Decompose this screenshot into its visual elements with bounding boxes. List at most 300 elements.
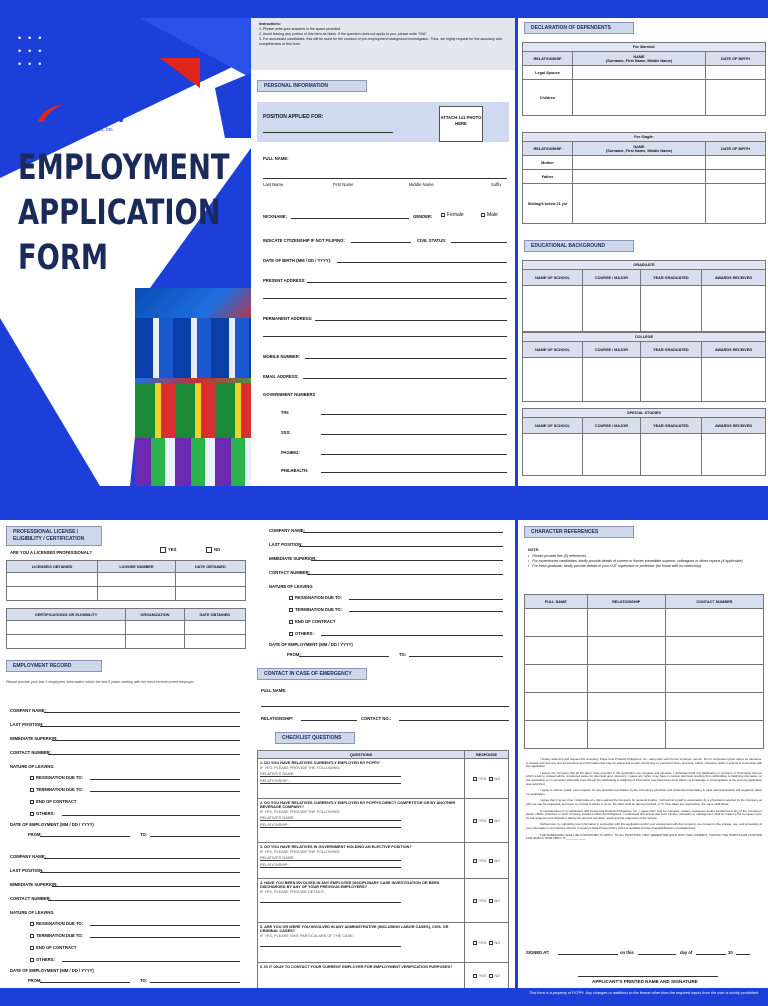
employment-note: Please provide your last 3 employers' information within the last 5 years starting with the most recent/current employer.: [6, 680, 195, 684]
name-sub: (Surname, First Name, Middle Name): [605, 58, 673, 63]
col-awards: AWARDS RECEIVED: [702, 342, 766, 358]
cell[interactable]: [665, 637, 763, 665]
checkbox[interactable]: [30, 788, 34, 792]
opt-label: TERMINATION DUE TO:: [36, 933, 84, 938]
photo-box[interactable]: [439, 106, 483, 142]
yes-label: YES: [478, 973, 487, 978]
footer-note: This form is a property of PCPPI. Any changes or additions to the format other than the required inputs from the user is strictly prohibited.: [529, 991, 759, 995]
question-field[interactable]: [260, 856, 401, 861]
question-field[interactable]: [260, 863, 401, 868]
reference-bullets: [528, 554, 764, 569]
consent-paragraph: Furthermore, by submitting your information in connection with this application and/or your employment with the Company, you consent to the storage, use, and processing of your information in accordance with the Company's Data Privacy Policy which is available at https://pepsiphilippines.com/dataprivacy.: [526, 822, 762, 830]
checkbox[interactable]: [30, 800, 34, 804]
cell[interactable]: [573, 80, 706, 116]
question-sub: IF YES, PLEASE PROVIDE THE FOLLOWING:: [260, 850, 341, 854]
question-field[interactable]: [260, 779, 401, 784]
opt-resignation[interactable]: [289, 595, 342, 600]
cell[interactable]: [184, 635, 245, 649]
license-no[interactable]: [206, 547, 220, 553]
emergency-relationship-field[interactable]: [301, 720, 357, 721]
resignation-field[interactable]: [90, 925, 240, 926]
col-year: YEAR GRADUATED: [640, 418, 701, 434]
checklist-row: [258, 963, 509, 989]
position-field[interactable]: [40, 872, 240, 873]
others-field[interactable]: [321, 635, 503, 636]
civil-status-field[interactable]: [451, 242, 507, 243]
cell[interactable]: [587, 637, 665, 665]
opt-label: OTHERS:: [36, 957, 55, 962]
cell[interactable]: [583, 358, 640, 402]
resignation-field[interactable]: [90, 779, 240, 780]
termination-field[interactable]: [90, 937, 240, 938]
col-relationship: RELATIONSHIP: [587, 595, 665, 609]
dependents-panel: [518, 18, 768, 486]
to-label: TO:: [140, 832, 148, 837]
cell[interactable]: [706, 156, 766, 170]
emergency-name-field[interactable]: [261, 706, 509, 707]
response-cell: [465, 843, 509, 879]
cell[interactable]: [525, 637, 588, 665]
to-label: TO:: [140, 978, 148, 983]
yes-checkbox[interactable]: [160, 547, 166, 553]
field-label: RELATIONSHIP:: [260, 863, 289, 867]
contact-field[interactable]: [307, 574, 503, 575]
col-awards: AWARDS RECEIVED: [702, 418, 766, 434]
references-table: [524, 594, 764, 749]
present-address-field-1[interactable]: [307, 282, 507, 283]
contact-label: CONTACT NUMBER:: [10, 750, 52, 755]
col-relationship: RELATIONSHIP: [523, 142, 573, 156]
mobile-field[interactable]: [305, 358, 507, 359]
from-label: FROM:: [287, 652, 301, 657]
personal-section-header: PERSONAL INFORMATION: [257, 80, 367, 92]
cell[interactable]: [702, 358, 766, 402]
contact-label: CONTACT NUMBER:: [10, 896, 52, 901]
cell[interactable]: [525, 609, 588, 637]
brand-sub: Pepsi-Cola Products Philippines, Inc.: [32, 127, 114, 133]
to-label: TO:: [399, 652, 407, 657]
opt-others[interactable]: [30, 957, 55, 962]
license-table: [6, 560, 246, 601]
graduate-header: GRADUATE: [523, 261, 766, 270]
pagibig-label: PAGIBIG:: [281, 450, 300, 455]
dob-label: DATE OF BIRTH (MM / DD / YYYY):: [263, 258, 332, 263]
employer-block-2: [10, 854, 244, 984]
cell[interactable]: [7, 573, 98, 587]
no-checkbox[interactable]: [489, 777, 493, 781]
no-checkbox[interactable]: [206, 547, 212, 553]
checkbox[interactable]: [30, 946, 34, 950]
year-field[interactable]: [736, 954, 750, 955]
printed-name-label: APPLICANT'S PRINTED NAME AND SIGNATURE: [592, 979, 698, 984]
field-label: RELATIVE'S NAME:: [260, 816, 295, 820]
termination-field[interactable]: [349, 611, 503, 612]
emergency-name-label: FULL NAME:: [261, 688, 287, 693]
cell[interactable]: [587, 693, 665, 721]
yes-checkbox[interactable]: [473, 777, 477, 781]
question-sub: IF YES, PLEASE PROVIDE DETAILS.: [260, 890, 325, 894]
tin-label: TIN:: [281, 410, 290, 415]
to-field[interactable]: [409, 656, 503, 657]
checkbox[interactable]: [289, 620, 293, 624]
year-prefix: 20: [728, 950, 733, 955]
checkbox[interactable]: [289, 608, 293, 612]
cell[interactable]: [573, 170, 706, 184]
question-cell: [258, 759, 465, 799]
row-siblings: Sibling/s below 21 y/o: [523, 184, 573, 224]
bullet-2-text: For experienced candidates, kindly provide details of current or former immediate superior, colleagues or direct reports (if applicable): [532, 559, 743, 563]
position-field[interactable]: [40, 726, 240, 727]
question-cell: [258, 799, 465, 843]
cell[interactable]: [573, 66, 706, 80]
male-label: Male: [487, 212, 498, 218]
signed-at-label: SIGNED AT:: [526, 950, 550, 955]
philhealth-label: PHILHEALTH:: [281, 468, 309, 473]
question-field[interactable]: [260, 902, 401, 903]
married-header: For Married:: [523, 43, 766, 52]
termination-field[interactable]: [90, 791, 240, 792]
nature-label: NATURE OF LEAVING: [10, 910, 54, 915]
licensed-question: ARE YOU A LICENSED PROFESSIONAL?: [10, 550, 92, 555]
checkbox[interactable]: [289, 632, 293, 636]
cell[interactable]: [7, 621, 126, 635]
question-field[interactable]: [260, 823, 401, 828]
from-field[interactable]: [299, 656, 389, 657]
opt-others[interactable]: [289, 631, 314, 636]
field-label: RELATIVE'S NAME:: [260, 856, 295, 860]
no-label: NO: [494, 776, 501, 781]
title-line-3: FORM: [18, 238, 109, 278]
opt-end-contract[interactable]: [30, 799, 76, 804]
opt-resignation[interactable]: [30, 775, 83, 780]
cell[interactable]: [525, 693, 588, 721]
cell[interactable]: [525, 721, 588, 749]
checkbox[interactable]: [30, 812, 34, 816]
opt-label: RESIGNATION DUE TO:: [36, 775, 84, 780]
no-checkbox[interactable]: [489, 819, 493, 823]
col-date: DATE OBTAINED: [175, 561, 245, 573]
row-father: Father: [523, 170, 573, 184]
license-section-header: PROFESSIONAL LICENSE / ELIGIBILITY / CERTIFICATION: [6, 526, 102, 546]
checklist-row: [258, 759, 509, 799]
no-checkbox[interactable]: [489, 941, 493, 945]
cell[interactable]: [573, 156, 706, 170]
dependents-section-header: DECLARATION OF DEPENDENTS: [524, 22, 634, 34]
col-school: NAME OF SCHOOL: [523, 418, 583, 434]
cell[interactable]: [583, 286, 640, 332]
female-label: Female: [447, 212, 464, 218]
resignation-field[interactable]: [349, 599, 503, 600]
col-school: NAME OF SCHOOL: [523, 270, 583, 286]
cell[interactable]: [640, 434, 701, 476]
yes-checkbox[interactable]: [473, 819, 477, 823]
certification-table: [6, 608, 246, 649]
mobile-label: MOBILE NUMBER:: [263, 354, 301, 359]
cell[interactable]: [706, 80, 766, 116]
company-field[interactable]: [44, 712, 240, 713]
position-label: POSITION APPLIED FOR:: [263, 114, 324, 120]
cell[interactable]: [706, 184, 766, 224]
checkbox[interactable]: [30, 934, 34, 938]
suffix-caption: Suffix: [491, 182, 502, 187]
cell[interactable]: [706, 170, 766, 184]
company-field[interactable]: [303, 532, 503, 533]
opt-others[interactable]: [30, 811, 55, 816]
question-text: 1. DO YOU HAVE RELATIVES CURRENTLY EMPLOYED BY PCPPI?: [260, 761, 380, 765]
full-name-field[interactable]: [263, 178, 507, 179]
to-field[interactable]: [150, 982, 240, 983]
question-text: 2. DO YOU HAVE RELATIVES CURRENTLY EMPLOYED BY PCPPI'S DIRECT COMPETITOR OR BY ANOTHER BEVERAGE COMPANY?: [260, 801, 456, 809]
cell[interactable]: [587, 609, 665, 637]
no-checkbox[interactable]: [489, 974, 493, 978]
day-of-label: day of: [680, 950, 693, 955]
name-sub: (Surname, First Name, Middle Name): [605, 148, 673, 153]
cell[interactable]: [665, 609, 763, 637]
question-field[interactable]: [260, 816, 401, 821]
bullet-1-text: Please provide five (5) references.: [532, 554, 587, 558]
photo-label: ATTACH 1x1 PHOTO HERE: [440, 115, 482, 126]
cell[interactable]: [523, 434, 583, 476]
yes-label: YES: [478, 818, 487, 823]
tin-field[interactable]: [321, 414, 507, 415]
cell[interactable]: [702, 434, 766, 476]
cell[interactable]: [7, 635, 126, 649]
opt-termination[interactable]: [30, 787, 83, 792]
cell[interactable]: [126, 621, 184, 635]
cover-title: [18, 146, 230, 281]
col-certification: CERTIFICATION/S OR ELIGIBILITY: [7, 609, 126, 621]
philhealth-field[interactable]: [321, 472, 507, 473]
cell[interactable]: [98, 587, 176, 601]
opt-label: TERMINATION DUE TO:: [295, 607, 343, 612]
position-field[interactable]: [299, 546, 503, 547]
col-dob: DATE OF BIRTH: [706, 142, 766, 156]
instruction-2: 2. Avoid leaving any portion of this form as blank. If the question does not apply to you, please write "N/A".: [259, 32, 428, 36]
cell[interactable]: [665, 693, 763, 721]
cover-panel: [0, 18, 251, 486]
col-contact: CONTACT NUMBER: [665, 595, 763, 609]
month-field[interactable]: [696, 954, 726, 955]
first-name-caption: First Name: [333, 182, 354, 187]
others-field[interactable]: [62, 961, 240, 962]
col-year: YEAR GRADUATED: [640, 342, 701, 358]
cell[interactable]: [702, 286, 766, 332]
cell[interactable]: [175, 573, 245, 587]
gender-label: GENDER:: [413, 214, 433, 219]
name-hd: NAME: [633, 144, 645, 149]
superior-label: IMMEDIATE SUPERIOR:: [10, 882, 58, 887]
superior-field[interactable]: [52, 886, 240, 887]
middle-name-caption: Middle Name: [409, 182, 434, 187]
col-organization: ORGANIZATION: [126, 609, 184, 621]
question-cell: [258, 963, 465, 989]
yes-checkbox[interactable]: [473, 974, 477, 978]
position-label: LAST POSITION:: [269, 542, 303, 547]
email-label: EMAIL ADDRESS:: [263, 374, 299, 379]
others-field[interactable]: [62, 815, 240, 816]
row-mother: Mother: [523, 156, 573, 170]
references-panel: [518, 520, 768, 988]
instruction-1: 1. Please write your answers in the space provided.: [259, 27, 342, 31]
female-option[interactable]: [441, 212, 464, 218]
question-field[interactable]: [260, 772, 401, 777]
cell[interactable]: [587, 665, 665, 693]
pcppi-logo: [26, 98, 126, 133]
title-line-2: APPLICATION: [18, 193, 221, 233]
from-field[interactable]: [40, 982, 130, 983]
col-awards: AWARDS RECEIVED: [702, 270, 766, 286]
opt-label: RESIGNATION DUE TO:: [36, 921, 84, 926]
no-checkbox[interactable]: [489, 899, 493, 903]
checkbox[interactable]: [30, 922, 34, 926]
col-relationship: RELATIONSHIP: [523, 52, 573, 66]
citizenship-label: INDICATE CITIZENSHIP IF NOT FILIPINO:: [263, 238, 345, 243]
question-sub: IF YES, PLEASE GIVE PARTICULARS OF THE CASE:: [260, 934, 354, 938]
male-checkbox[interactable]: [481, 213, 485, 217]
contact-field[interactable]: [48, 754, 240, 755]
opt-resignation[interactable]: [30, 921, 83, 926]
question-sub: IF YES, PLEASE PROVIDE THE FOLLOWING:: [260, 810, 341, 814]
position-label: LAST POSITION:: [10, 868, 44, 873]
female-checkbox[interactable]: [441, 213, 445, 217]
married-table: [522, 42, 766, 116]
checklist-section-header: CHECKLIST QUESTIONS: [275, 732, 355, 744]
cell[interactable]: [587, 721, 665, 749]
references-section-header: CHARACTER REFERENCES: [524, 526, 634, 538]
response-cell: [465, 799, 509, 843]
superior-label: IMMEDIATE SUPERIOR:: [269, 556, 317, 561]
cell[interactable]: [525, 665, 588, 693]
cell[interactable]: [7, 587, 98, 601]
cover-dots: ••• ••• •••: [18, 33, 49, 69]
no-label: NO: [494, 858, 501, 863]
cell[interactable]: [665, 665, 763, 693]
yes-label: YES: [478, 858, 487, 863]
cell[interactable]: [523, 286, 583, 332]
row-legal-spouse: Legal Spouse: [523, 66, 573, 80]
yes-label: YES: [478, 776, 487, 781]
cell[interactable]: [98, 573, 176, 587]
male-option[interactable]: [481, 212, 498, 218]
yes-checkbox[interactable]: [473, 899, 477, 903]
permanent-address-field-2[interactable]: [263, 336, 507, 337]
checklist-row: [258, 799, 509, 843]
no-label: NO: [494, 898, 501, 903]
question-field[interactable]: [260, 946, 401, 947]
day-field[interactable]: [638, 954, 676, 955]
cell[interactable]: [640, 286, 701, 332]
question-text: 5. ARE YOU OR WERE YOU INVOLVED IN ANY ADMINISTRATIVE (INCLUDING LABOR CASES), CIVIL OR CRIMINAL CASES?: [260, 925, 449, 933]
consent-paragraph: I hereby authorize and request this Company, Pepsi-Cola Products Philippines, Inc., along with such former employer, person, firm or corporation given above as reference, to answer and give any and all questions and information that may be asked and sought concerning my personal history and work, habits, character, skills or actions in connection with this application.: [526, 757, 762, 769]
company-label: COMPANY NAME:: [10, 854, 46, 859]
single-header: For Single:: [523, 133, 766, 142]
response-cell: [465, 963, 509, 989]
response-header: RESPONSE: [465, 751, 509, 759]
last-name-caption: Last Name: [263, 182, 284, 187]
response-cell: [465, 759, 509, 799]
checklist-row: [258, 879, 509, 923]
col-date: DATE OBTAINED: [184, 609, 245, 621]
brand-text: PCPPI: [62, 104, 126, 127]
col-dob: DATE OF BIRTH: [706, 52, 766, 66]
checkbox[interactable]: [30, 958, 34, 962]
employer-block-1: [10, 708, 244, 838]
to-field[interactable]: [150, 836, 240, 837]
cell[interactable]: [706, 66, 766, 80]
yes-label: YES: [168, 547, 177, 553]
checkbox[interactable]: [30, 776, 34, 780]
checklist-row: [258, 923, 509, 963]
opt-termination[interactable]: [289, 607, 342, 612]
full-name-label: FULL NAME:: [263, 156, 289, 161]
license-yes[interactable]: [160, 547, 176, 553]
yes-label: YES: [478, 940, 487, 945]
cell[interactable]: [126, 635, 184, 649]
cell[interactable]: [573, 184, 706, 224]
opt-end-contract[interactable]: [30, 945, 76, 950]
cell[interactable]: [184, 621, 245, 635]
question-text: 6. IS IT OKAY TO CONTACT YOUR CURRENT EMPLOYER FOR EMPLOYMENT VERIFICATION PURPOSES?: [260, 965, 453, 969]
col-license-number: LICENSE NUMBER: [98, 561, 176, 573]
doe-label: DATE OF EMPLOYMENT (MM / DD / YYYY): [269, 642, 353, 647]
question-cell: [258, 843, 465, 879]
sss-field[interactable]: [321, 434, 507, 435]
dob-field[interactable]: [337, 262, 507, 263]
bullet-1: • Please provide five (5) references.: [528, 554, 587, 558]
citizenship-field[interactable]: [351, 242, 411, 243]
yes-checkbox[interactable]: [473, 859, 477, 863]
opt-termination[interactable]: [30, 933, 83, 938]
present-address-field-2[interactable]: [263, 298, 507, 299]
special-studies-table: [522, 408, 766, 476]
email-field[interactable]: [303, 378, 507, 379]
contact-field[interactable]: [48, 900, 240, 901]
superior-field[interactable]: [52, 740, 240, 741]
cell[interactable]: [640, 358, 701, 402]
instructions-title: Instructions:: [259, 22, 281, 26]
opt-end-contract[interactable]: [289, 619, 335, 624]
emergency-contact-field[interactable]: [399, 720, 509, 721]
signature-line[interactable]: [578, 976, 718, 977]
product-photo: [135, 288, 251, 486]
cell[interactable]: [523, 358, 583, 402]
consent-paragraph: I agree that, if at any time I shall make any claim against the Company for personal injuries, I will submit myself to examination by a physician/s selected by the Company as often as may be requested, and upon my refusal or failure to do so, the claim shall be deemed waived, or if I have taken any legal action, the same shall abate.: [526, 798, 762, 806]
col-school: NAME OF SCHOOL: [523, 342, 583, 358]
consent-paragraph: In consideration of my application with Pepsi-Cola Products Philippines, Inc., I agree that I may be relocated, rotated, reassigned and/or transferred to any of the Company's plants, offices, branches or other company locations within the Philippines. I understand and accept that such transfer, relocation or reassignment shall be made by the Company upon its sole judgment and discretion, taking into account operation needs and the exigencies of the service.: [526, 808, 762, 820]
license-panel: [0, 520, 251, 988]
cell[interactable]: [665, 721, 763, 749]
checkbox[interactable]: [289, 596, 293, 600]
opt-label: TERMINATION DUE TO:: [36, 787, 84, 792]
pagibig-field[interactable]: [321, 454, 507, 455]
no-checkbox[interactable]: [489, 859, 493, 863]
from-field[interactable]: [40, 836, 130, 837]
permanent-address-field-1[interactable]: [315, 320, 507, 321]
cell[interactable]: [175, 587, 245, 601]
employment-section-header: EMPLOYMENT RECORD: [6, 660, 102, 672]
special-header: SPECIAL STUDIES: [523, 409, 766, 418]
superior-field[interactable]: [311, 560, 503, 561]
question-cell: [258, 879, 465, 923]
question-text: 3. DO YOU HAVE RELATIVES IN GOVERNMENT HOLDING AN ELECTIVE POSITION?: [260, 845, 412, 849]
nickname-field[interactable]: [291, 218, 409, 219]
position-field[interactable]: [263, 132, 393, 133]
company-field[interactable]: [44, 858, 240, 859]
signed-at-field[interactable]: [558, 954, 618, 955]
present-address-label: PRESENT ADDRESS:: [263, 278, 306, 283]
yes-checkbox[interactable]: [473, 941, 477, 945]
cell[interactable]: [583, 434, 640, 476]
